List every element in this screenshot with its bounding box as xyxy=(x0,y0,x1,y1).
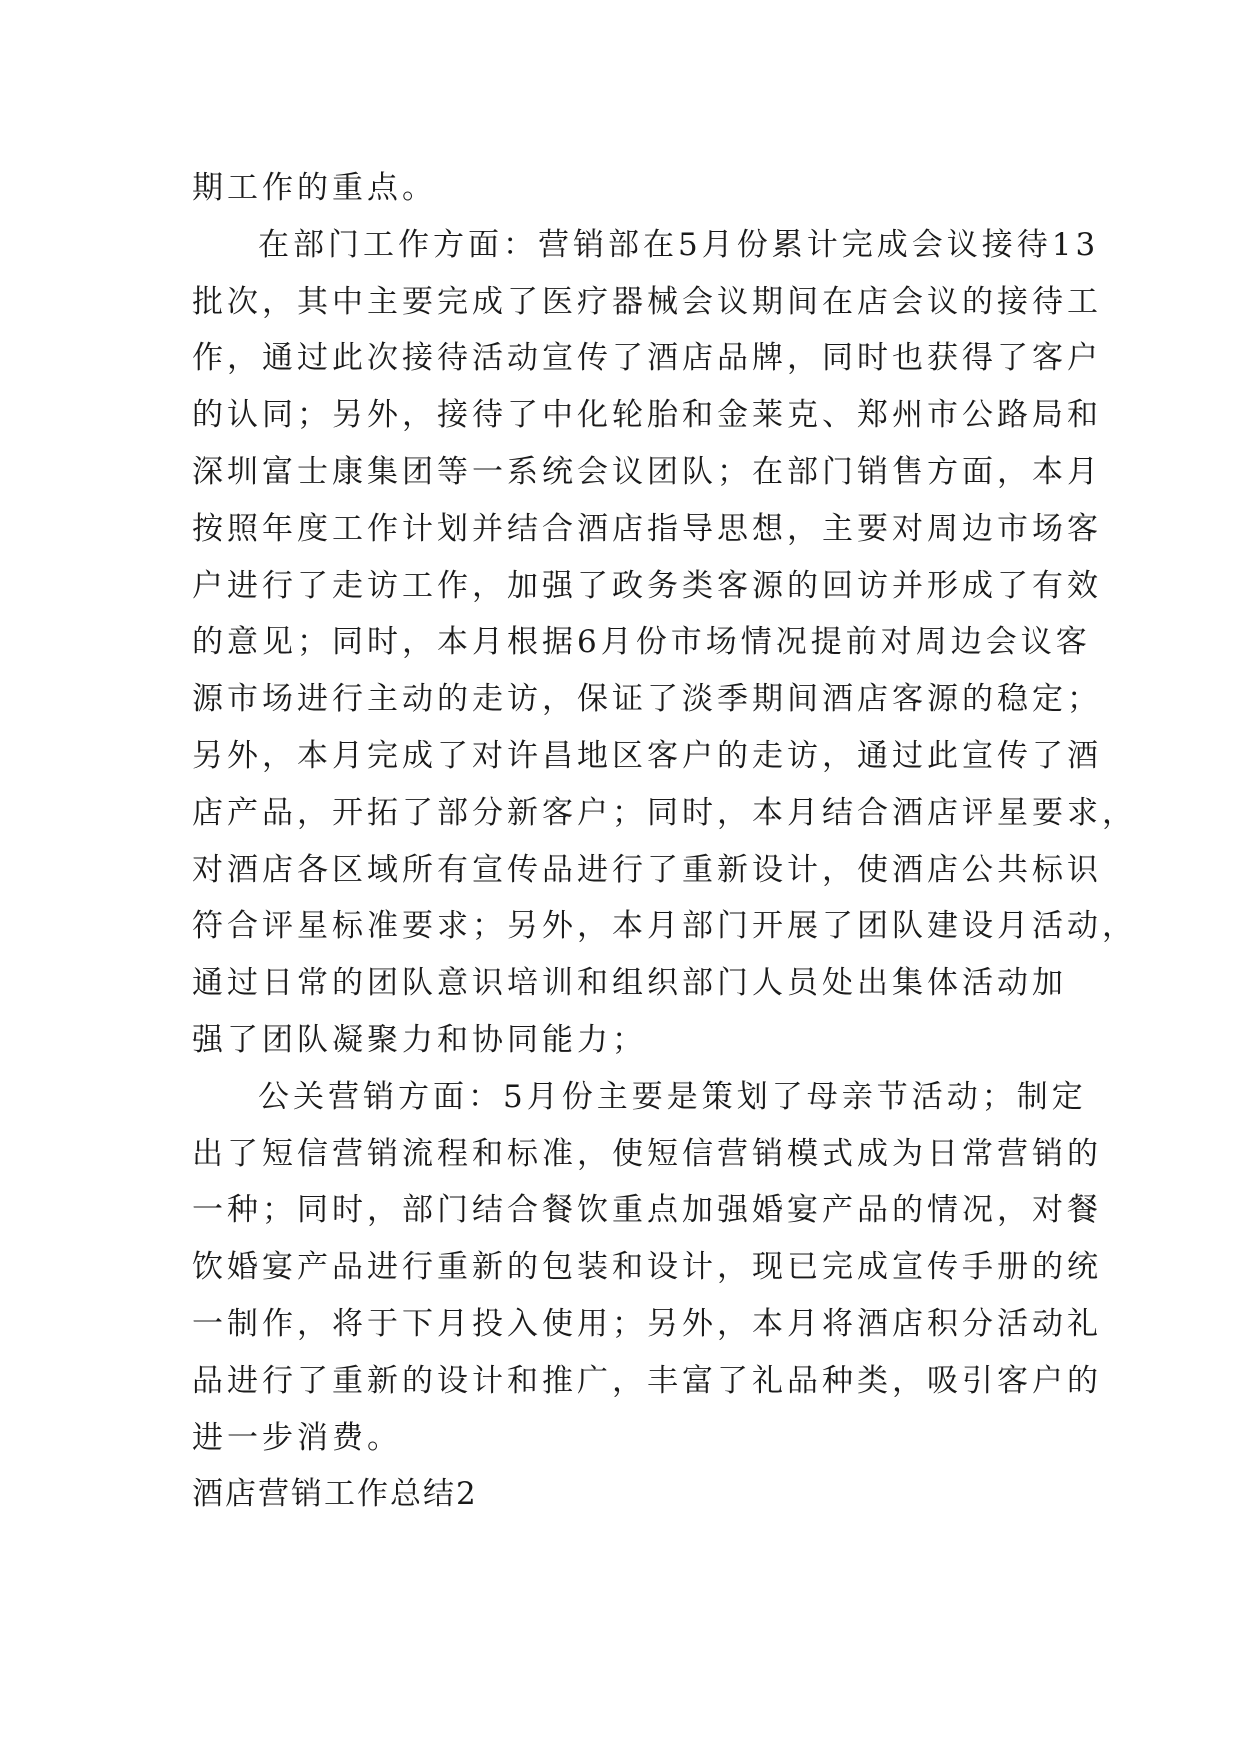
paragraph-line: 出了短信营销流程和标准，使短信营销模式成为日常营销的 xyxy=(192,1135,1102,1172)
paragraph-line: 另外，本月完成了对许昌地区客户的走访，通过此宣传了酒 xyxy=(192,737,1102,774)
paragraph-line: 进一步消费。 xyxy=(192,1419,402,1456)
paragraph-line: 的意见；同时，本月根据6月份市场情况提前对周边会议客 xyxy=(192,624,1091,661)
paragraph-pr-marketing xyxy=(192,1069,1102,1467)
paragraph-line: 作，通过此次接待活动宣传了酒店品牌，同时也获得了客户 xyxy=(192,340,1102,377)
paragraph-line: 公关营销方面：5月份主要是策划了母亲节活动；制定 xyxy=(258,1078,1087,1115)
paragraph-line: 通过日常的团队意识培训和组织部门人员处出集体活动加 xyxy=(192,965,1067,1002)
paragraph-line: 一制作，将于下月投入使用；另外，本月将酒店积分活动礼 xyxy=(192,1305,1102,1342)
paragraph-line: 在部门工作方面：营销部在5月份累计完成会议接待13 xyxy=(258,226,1100,263)
paragraph-line: 店产品，开拓了部分新客户；同时，本月结合酒店评星要求， xyxy=(192,794,1137,831)
paragraph-line: 对酒店各区域所有宣传品进行了重新设计，使酒店公共标识 xyxy=(192,851,1102,888)
paragraph-line: 按照年度工作计划并结合酒店指导思想，主要对周边市场客 xyxy=(192,510,1102,547)
paragraph-line: 户进行了走访工作，加强了政务类客源的回访并形成了有效 xyxy=(192,567,1102,604)
paragraph-line: 批次，其中主要完成了医疗器械会议期间在店会议的接待工 xyxy=(192,283,1102,320)
paragraph-line: 深圳富士康集团等一系统会议团队；在部门销售方面，本月 xyxy=(192,453,1102,490)
paragraph-line: 饮婚宴产品进行重新的包装和设计，现已完成宣传手册的统 xyxy=(192,1249,1102,1286)
intro-line: 期工作的重点。 xyxy=(192,170,437,206)
paragraph-line: 符合评星标准要求；另外，本月部门开展了团队建设月活动， xyxy=(192,908,1137,945)
section-heading: 酒店营销工作总结2 xyxy=(192,1476,478,1513)
document-body xyxy=(192,160,1137,1523)
paragraph-line: 的认同；另外，接待了中化轮胎和金莱克、郑州市公路局和 xyxy=(192,397,1102,434)
paragraph-line: 强了团队凝聚力和协同能力； xyxy=(192,1021,647,1058)
paragraph-department-work xyxy=(192,217,1137,1069)
paragraph-line: 一种；同时，部门结合餐饮重点加强婚宴产品的情况，对餐 xyxy=(192,1192,1102,1229)
paragraph-line: 源市场进行主动的走访，保证了淡季期间酒店客源的稳定； xyxy=(192,681,1102,718)
paragraph-line: 品进行了重新的设计和推广，丰富了礼品种类，吸引客户的 xyxy=(192,1362,1102,1399)
